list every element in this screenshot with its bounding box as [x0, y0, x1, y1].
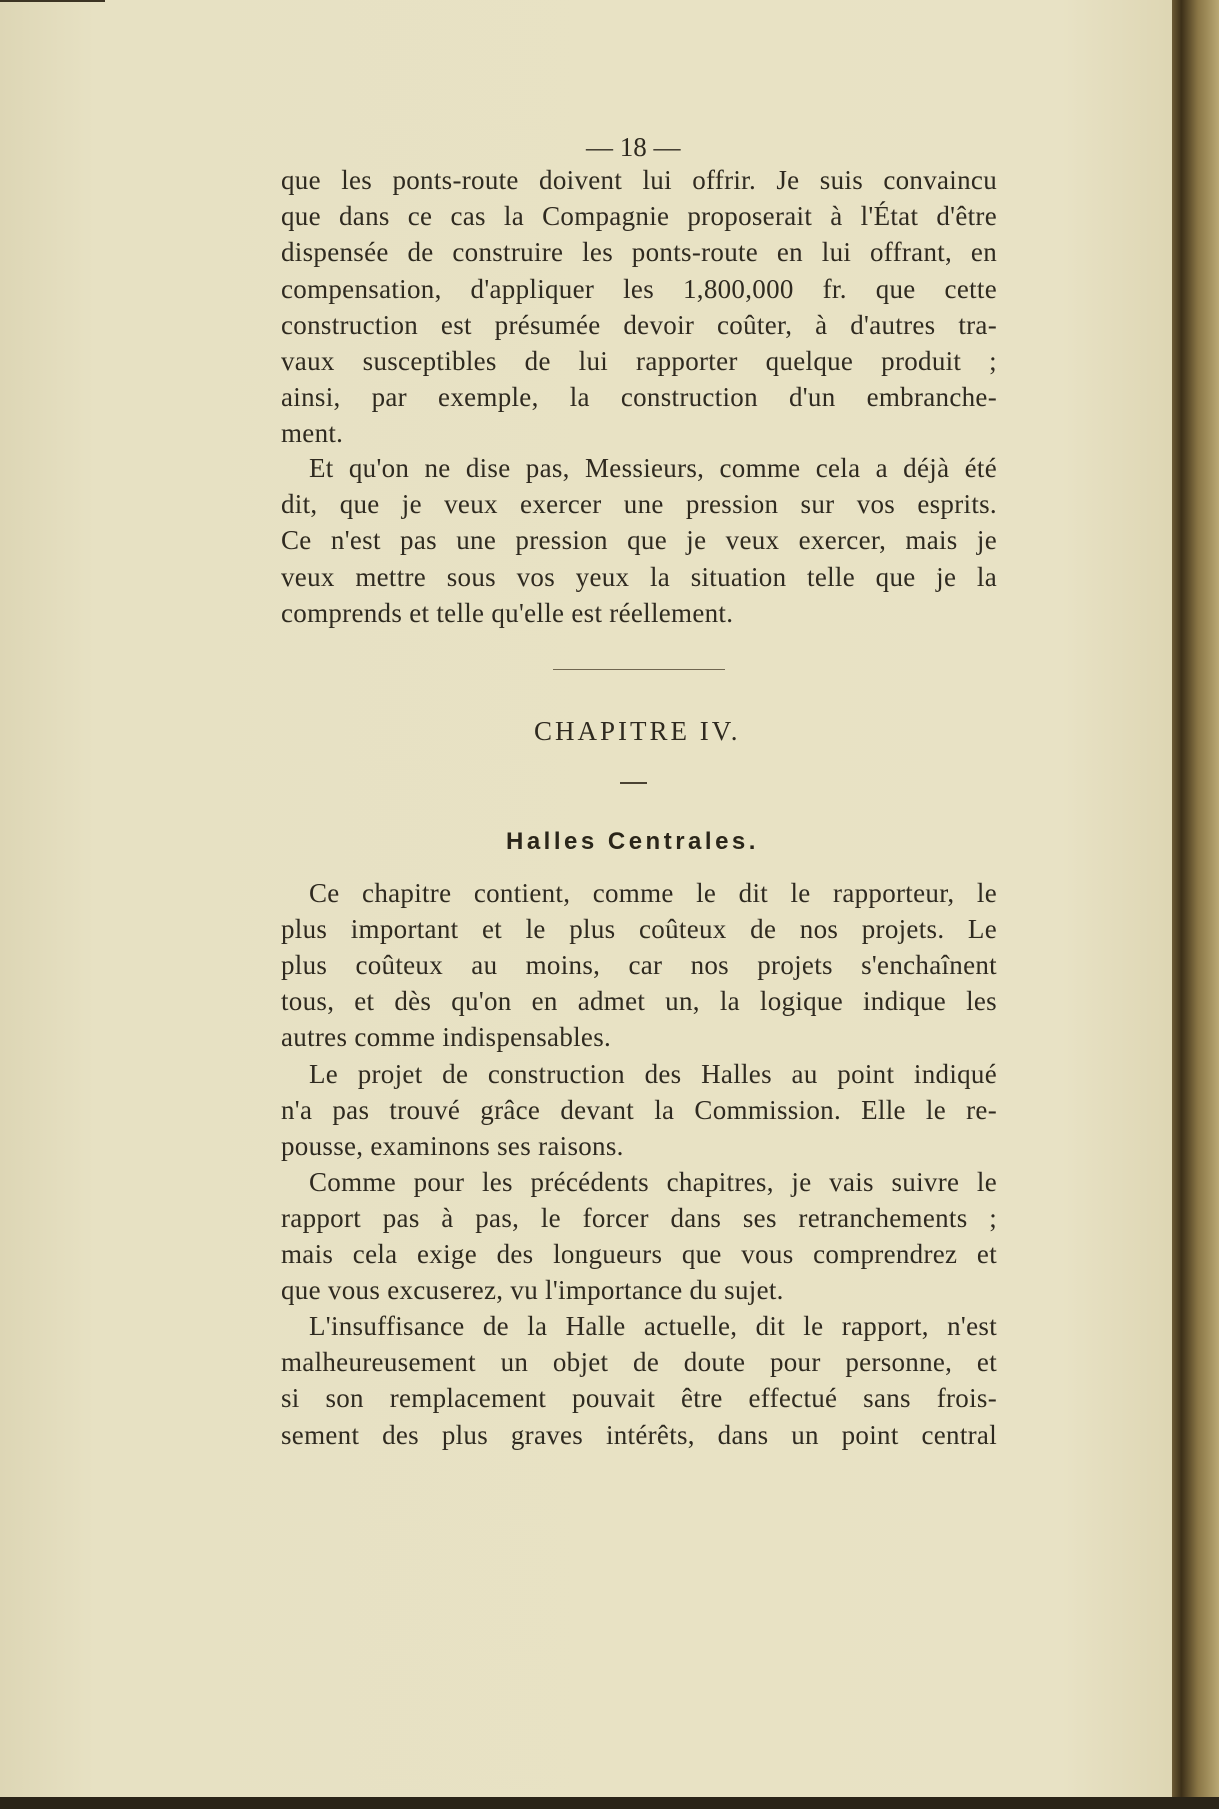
text-line: mais cela exige des longueurs que vous comprendrez et — [281, 1239, 997, 1269]
text-line: Ce n'est pas une pression que je veux exercer, mais je — [281, 525, 997, 556]
text-line: dispensée de construire les ponts-route en lui offrant, en — [281, 237, 997, 268]
text-line: malheureusement un objet de doute pour personne, et — [281, 1347, 997, 1378]
text-line: construction est présumée devoir coûter, à d'autres tra- — [281, 309, 997, 340]
text-line: sement des plus graves intérêts, dans un point central — [281, 1419, 997, 1450]
book-binding-edge — [1172, 0, 1219, 1809]
page-number: — 18 — — [586, 132, 681, 162]
chapter-heading: CHAPITRE IV. — [534, 716, 741, 746]
chapter-title: Halles Centrales. — [506, 828, 759, 855]
text-line: plus coûteux au moins, car nos projets s'enchaînent — [281, 950, 997, 981]
text-line: n'a pas trouvé grâce devant la Commission. Elle le re- — [281, 1094, 997, 1125]
text-line: L'insuffisance de la Halle actuelle, dit le rapport, n'est — [309, 1311, 997, 1342]
text-line: ment. — [281, 418, 344, 449]
text-line: ainsi, par exemple, la construction d'un embranche- — [281, 382, 997, 413]
text-line: compensation, d'appliquer les 1,800,000 fr. que cette — [281, 273, 997, 304]
text-line: que dans ce cas la Compagnie proposerait à l'État d'être — [281, 201, 997, 232]
text-line: autres comme indispensables. — [281, 1022, 612, 1053]
text-line: tous, et dès qu'on en admet un, la logique indique les — [281, 986, 997, 1017]
text-line: dit, que je veux exercer une pression sur vos esprits. — [281, 489, 997, 520]
scan-edge-bottom — [0, 1797, 1219, 1809]
text-line: Ce chapitre contient, comme le dit le rapporteur, le — [309, 878, 997, 908]
text-line: Comme pour les précédents chapitres, je vais suivre le — [309, 1166, 997, 1197]
text-line: pousse, examinons ses raisons. — [281, 1130, 624, 1161]
text-line: que les ponts-route doivent lui offrir. Je suis convaincu — [281, 165, 997, 195]
heading-dash — [620, 782, 647, 784]
section-divider — [553, 669, 725, 670]
text-line: comprends et telle qu'elle est réellement. — [281, 597, 734, 628]
text-line: vaux susceptibles de lui rapporter quelque produit ; — [281, 346, 997, 376]
scan-edge-top — [0, 0, 105, 2]
text-line: rapport pas à pas, le forcer dans ses retranchements ; — [281, 1202, 997, 1233]
text-line: si son remplacement pouvait être effectué sans frois- — [281, 1383, 997, 1414]
text-line: Et qu'on ne dise pas, Messieurs, comme cela a déjà été — [309, 453, 997, 483]
text-line: Le projet de construction des Halles au point indiqué — [309, 1058, 997, 1089]
text-line: que vous excuserez, vu l'importance du sujet. — [281, 1275, 784, 1306]
text-line: veux mettre sous vos yeux la situation telle que je la — [281, 561, 997, 592]
text-line: plus important et le plus coûteux de nos projets. Le — [281, 914, 997, 945]
